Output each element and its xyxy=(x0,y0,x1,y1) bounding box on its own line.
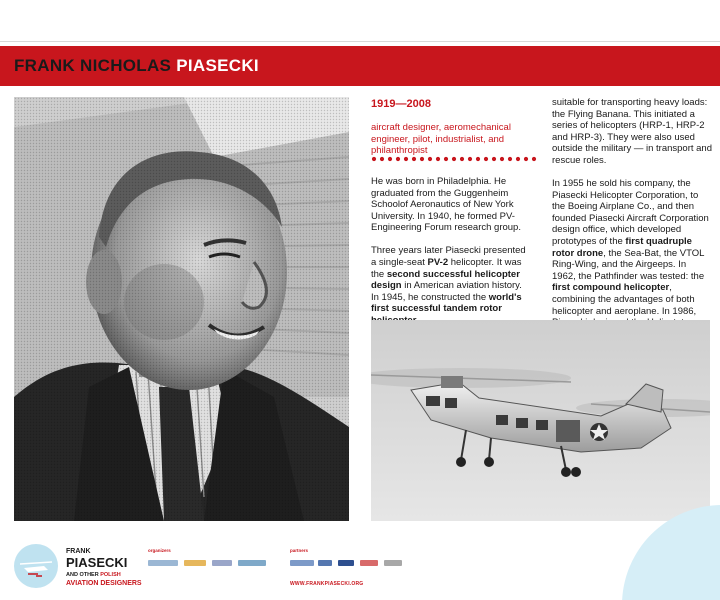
bio-column-left xyxy=(371,176,531,338)
logo-helicopter-icon xyxy=(14,544,58,588)
partner-logo xyxy=(318,560,332,566)
text-run: , combining the advantages of both helicopter and aeroplane. In 1986, xyxy=(552,282,697,317)
title-bar xyxy=(0,46,720,86)
bio-paragraph: suitable for transporting heavy loads: the Flying Banana. This initiated a series of helicopters (HRP-1, HRP-2 and HRP-3). They were also used outside the military — in transport and rescue roles. xyxy=(552,97,712,166)
brand-line-1: FRANK xyxy=(66,548,91,555)
partner-logo xyxy=(384,560,402,566)
text-run: in American aviation history. In 1945, he constructed the xyxy=(371,280,522,303)
bio-paragraph: He was born in Philadelphia. He graduated from the Guggenheim Schoolof Aeronautics of New York University. In 1940, he formed PV-Engineering Forum research group. xyxy=(371,176,521,234)
organizers-label: organizers xyxy=(148,548,171,553)
text-run: In 1955 he sold his company, the Piasecki Helicopter Corporation, to the Boeing Airplane Co., and then founded Piasecki Aircraft Corporation design office, which developed prototypes of the xyxy=(552,178,709,248)
brand-line-2: PIASECKI xyxy=(66,555,128,570)
portrait-illustration xyxy=(14,97,349,521)
website-link[interactable]: WWW.FRANKPIASECKI.ORG xyxy=(290,581,364,587)
brand-line-4: AVIATION DESIGNERS xyxy=(66,579,142,587)
helicopter-illustration xyxy=(371,320,710,521)
portrait-photo xyxy=(14,97,349,521)
bold-text-run: world's first successful tandem rotor xyxy=(371,291,522,315)
brand-line-3-b: POLISH xyxy=(100,572,121,578)
top-rule xyxy=(0,41,720,42)
bio-column-right xyxy=(552,97,712,340)
bold-text-run: first quadruple rotor drone xyxy=(552,236,692,259)
bio-paragraph xyxy=(552,178,712,329)
helicopter-photo xyxy=(371,320,710,521)
partner-logo xyxy=(290,560,314,566)
bold-text-run: first compound helicopter xyxy=(552,282,670,294)
bio-paragraph xyxy=(371,245,531,326)
page-title xyxy=(14,56,259,76)
organizer-logo xyxy=(148,560,178,566)
partner-logo xyxy=(338,560,354,566)
organizer-logo xyxy=(212,560,232,566)
title-first-name: FRANK NICHOLAS xyxy=(14,56,172,75)
text-run: , the Sea-Bat, the VTOL Ring-Wing, and the Airgeeps. In 1962, the Pathfinder was tested: the xyxy=(552,247,705,282)
organizer-logo xyxy=(238,560,266,566)
bold-text-run: second successful helicopter design xyxy=(371,268,520,292)
helicopter-logo-icon xyxy=(14,544,58,588)
partners-label: partners xyxy=(290,548,309,553)
brand-block xyxy=(66,548,142,587)
text-run: helicopter. It was the xyxy=(371,257,522,280)
title-last-name: PIASECKI xyxy=(176,56,259,75)
text-run: Three years later Piasecki presented a single-seat xyxy=(371,245,526,269)
dotted-divider xyxy=(371,155,539,163)
brand-line-3 xyxy=(66,573,142,579)
bold-text-run: PV-2 xyxy=(427,257,449,269)
partner-logo xyxy=(360,560,378,566)
life-dates: 1919—2008 xyxy=(371,98,431,110)
organizer-logo xyxy=(184,560,206,566)
brand-line-3-a: AND OTHER xyxy=(66,572,101,578)
role-description: aircraft designer, aeromechanical engineer, pilot, industrialist, and philanthropist xyxy=(371,122,511,156)
